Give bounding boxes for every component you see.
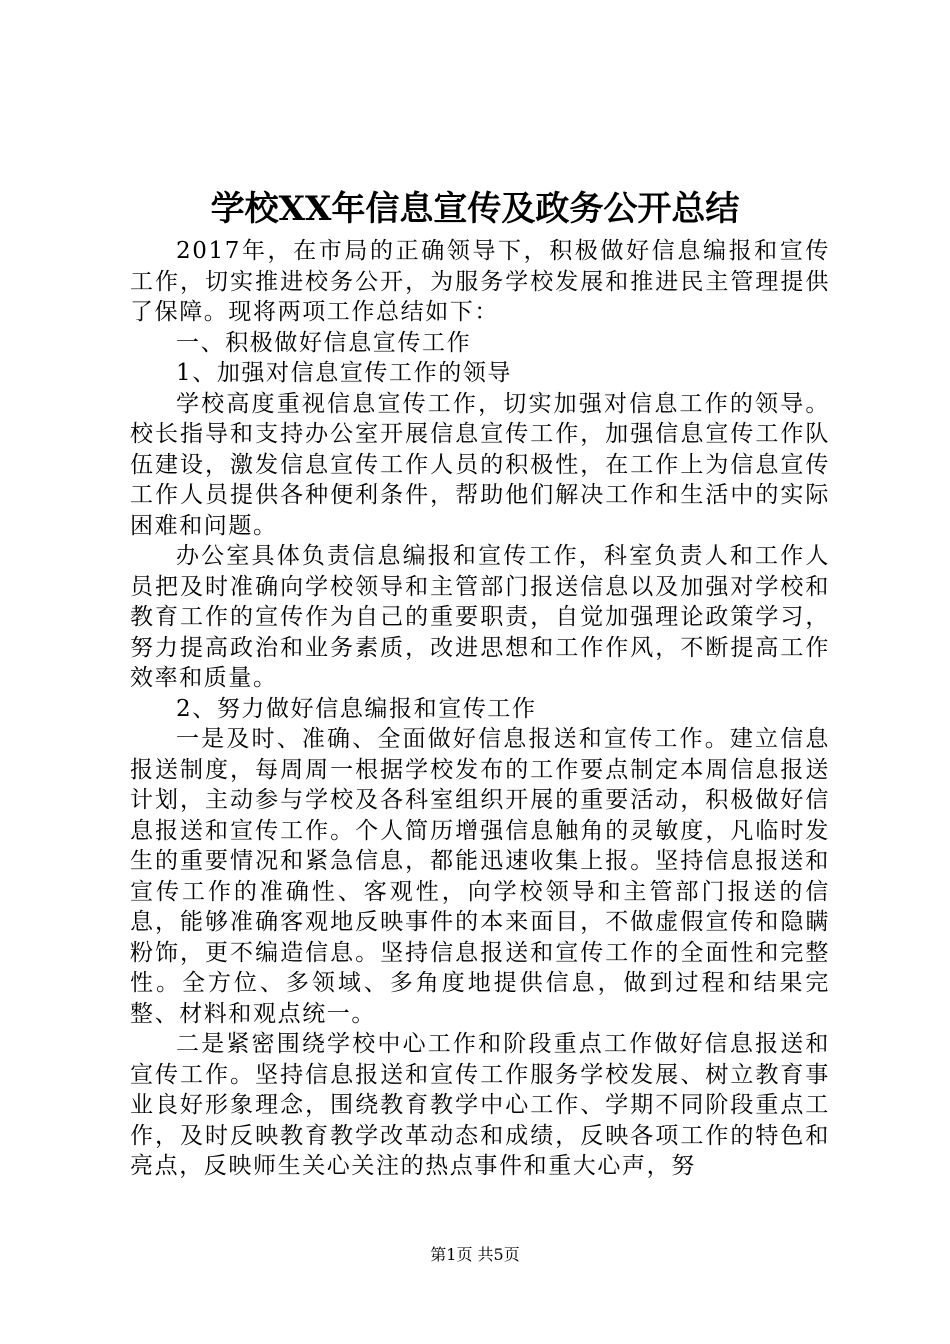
subsection-heading-2: 2、努力做好信息编报和宣传工作 <box>176 695 537 722</box>
document-title: 学校XX年信息宣传及政务公开总结 <box>210 189 740 229</box>
page-number: 第1页 共5页 <box>430 1245 520 1264</box>
document-body <box>130 236 830 1182</box>
body-paragraph: 学校高度重视信息宣传工作，切实加强对信息工作的领导。校长指导和支持办公室开展信息宣传工作，加强信息宣传工作队伍建设，激发信息宣传工作人员的积极性，在工作上为信息宣传工作人员提供各种便利条件，帮助他们解决工作和生活中的实际困难和问题。 <box>130 390 830 539</box>
body-paragraph: 一是及时、准确、全面做好信息报送和宣传工作。建立信息报送制度，每周周一根据学校发布的工作要点制定本周信息报送计划，主动参与学校及各科室组织开展的重要活动，积极做好信息报送和宣传工作。个人简历增强信息触角的灵敏度，凡临时发生的重要情况和紧急信息，都能迅速收集上报。坚持信息报送和宣传工作的准确性、客观性，向学校领导和主管部门报送的信息，能够准确客观地反映事件的本来面目，不做虚假宣传和隐瞒粉饰，更不编造信息。坚持信息报送和宣传工作的全面性和完整性。全方位、多领域、多角度地提供信息，做到过程和结果完整、材料和观点统一。 <box>130 726 830 1027</box>
intro-paragraph: 2017年，在市局的正确领导下，积极做好信息编报和宣传工作，切实推进校务公开，为服务学校发展和推进民主管理提供了保障。现将两项工作总结如下： <box>130 238 830 325</box>
subsection-heading-1: 1、加强对信息宣传工作的领导 <box>176 360 513 386</box>
body-paragraph: 办公室具体负责信息编报和宣传工作，科室负责人和工作人员把及时准确向学校领导和主管部门报送信息以及加强对学校和教育工作的宣传作为自己的重要职责，自觉加强理论政策学习，努力提高政治和业务素质，改进思想和工作作风，不断提高工作效率和质量。 <box>130 543 830 691</box>
section-heading-1: 一、积极做好信息宣传工作 <box>176 329 472 356</box>
body-paragraph: 二是紧密围绕学校中心工作和阶段重点工作做好信息报送和宣传工作。坚持信息报送和宣传工作服务学校发展、树立教育事业良好形象理念，围绕教育教学中心工作、学期不同阶段重点工作，及时反映教育教学改革动态和成绩，反映各项工作的特色和亮点，反映师生关心关注的热点事件和重大心声，努 <box>130 1031 830 1179</box>
